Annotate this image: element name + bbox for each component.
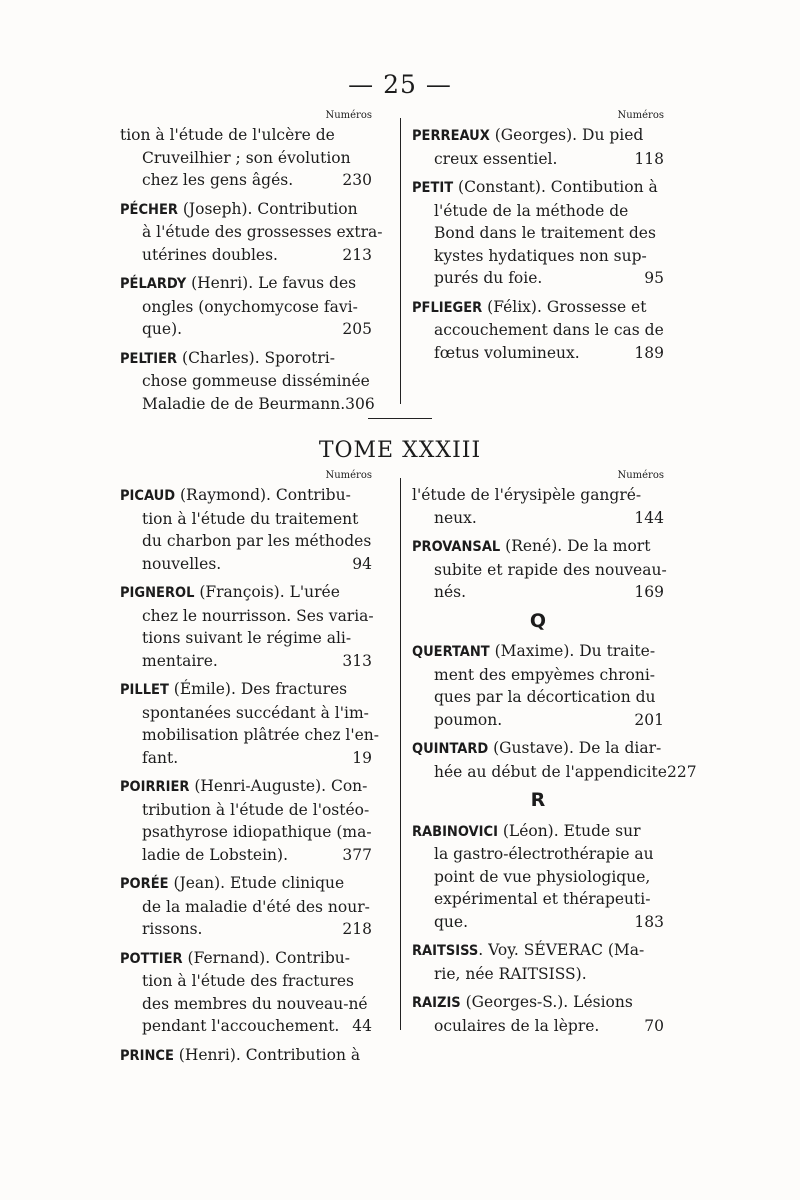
- numeros-label: Numéros: [325, 110, 372, 121]
- entry-line: Cruveilhier ; son évolution: [142, 148, 351, 167]
- entry-line: kystes hydatiques non sup-: [434, 246, 647, 265]
- index-entry: [412, 176, 664, 290]
- entry-title-start: (Gustave). De la diar-: [488, 739, 662, 757]
- entry-last-line: [412, 963, 664, 986]
- entry-last-line: [412, 709, 664, 732]
- entry-number: 189: [634, 343, 664, 362]
- entry-number: 218: [342, 920, 372, 938]
- entry-first-line: [120, 775, 372, 799]
- entry-title-start: (Charles). Sporotri-: [177, 348, 335, 367]
- entry-number: 201: [634, 710, 664, 729]
- entry-title-start: (Raymond). Contribu-: [175, 486, 351, 504]
- entry-first-line: [412, 535, 664, 559]
- index-entry: [120, 947, 372, 1038]
- entry-last-text: hée au début de l'appendicite: [434, 762, 667, 781]
- entry-last-text: chez les gens âgés.: [142, 171, 294, 189]
- entry-number: 183: [634, 912, 664, 931]
- entry-last-line: [120, 844, 372, 867]
- entry-first-line: [412, 737, 664, 761]
- entry-number: 213: [342, 245, 372, 264]
- entry-line: ment des empyèmes chroni-: [434, 665, 656, 684]
- entry-last-line: [412, 507, 664, 530]
- entry-last-line: [120, 553, 372, 576]
- entry-last-text: utérines doubles.: [142, 245, 278, 264]
- entry-last-line: [412, 911, 664, 934]
- index-entry: [412, 124, 664, 170]
- author-name: PETIT: [412, 180, 454, 196]
- entry-line: du charbon par les méthodes: [142, 532, 372, 550]
- column-divider: [400, 118, 401, 404]
- author-name: POTTIER: [120, 950, 183, 967]
- entry-last-line: [120, 1015, 372, 1038]
- column-bottom-right: [412, 470, 697, 1043]
- entry-title-start: . Voy. SÉVERAC (Ma-: [478, 941, 645, 959]
- entry-last-line: [412, 148, 664, 171]
- entry-last-text: que).: [142, 320, 183, 338]
- index-entry: [120, 872, 372, 941]
- entry-number: 306: [345, 394, 375, 413]
- entry-first-line: [120, 678, 372, 702]
- numeros-label: Numéros: [617, 470, 664, 481]
- entry-number: 144: [634, 508, 664, 527]
- entry-last-line: [120, 747, 372, 770]
- entry-last-text: oculaires de la lèpre.: [434, 1016, 600, 1035]
- author-name: PORÉE: [120, 876, 169, 892]
- entry-line: ongles (onychomycose favi-: [142, 297, 358, 316]
- entry-title-start: (Henri). Contribution à: [173, 1045, 361, 1064]
- entry-line: tion à l'étude des fractures: [142, 972, 355, 990]
- entry-first-line: [120, 1044, 372, 1068]
- entry-last-text: ladie de Lobstein).: [142, 845, 289, 864]
- author-name: PICAUD: [120, 488, 176, 504]
- index-entry: [412, 939, 664, 985]
- author-name: PELTIER: [120, 350, 178, 367]
- index-entry: [120, 581, 372, 672]
- entry-line: tions suivant le régime ali-: [142, 629, 352, 647]
- entry-first-line: [120, 272, 372, 296]
- entry-last-text: Maladie de de Beurmann.: [142, 394, 346, 413]
- entry-number: 95: [644, 269, 664, 287]
- entry-title-start: (Henri-Auguste). Con-: [189, 777, 368, 795]
- entry-number: 377: [342, 845, 372, 864]
- entry-title-start: (Georges). Du pied: [489, 126, 644, 144]
- entry-line: tion à l'étude de l'ulcère de: [120, 126, 335, 144]
- entry-first-line: [120, 581, 372, 605]
- index-entry: [120, 484, 372, 575]
- entry-line: ques par la décortication du: [434, 688, 656, 706]
- entry-last-text: que.: [434, 912, 469, 931]
- entry-last-text: fant.: [142, 748, 179, 767]
- entry-last-line: [412, 581, 664, 604]
- author-name: PRINCE: [120, 1047, 174, 1064]
- entry-line: expérimental et thérapeuti-: [434, 890, 651, 908]
- tome-title: TOME XXXIII: [318, 438, 482, 463]
- entry-last-text: nouvelles.: [142, 554, 222, 573]
- index-entry: [412, 484, 664, 529]
- entry-last-text: neux.: [434, 508, 477, 527]
- index-entry: [120, 775, 372, 866]
- entry-first-line: [120, 198, 372, 222]
- author-name: PÉCHER: [120, 201, 178, 218]
- author-name: RAITSISS: [412, 943, 479, 959]
- entry-last-text: nés.: [434, 583, 467, 601]
- entry-number: 19: [352, 748, 372, 767]
- index-entry: [412, 296, 664, 365]
- author-name: PFLIEGER: [412, 299, 483, 316]
- entry-last-line: [412, 761, 697, 784]
- entry-line: l'étude de l'érysipèle gangré-: [412, 486, 642, 504]
- entry-title-start: (Joseph). Contribution: [177, 199, 358, 218]
- column-top-right: [412, 110, 664, 370]
- entry-last-text: mentaire.: [142, 651, 218, 670]
- index-entry: [412, 991, 664, 1037]
- entry-number: 70: [644, 1016, 664, 1035]
- author-name: RABINOVICI: [412, 823, 498, 840]
- index-entry: [120, 124, 372, 192]
- entry-number: 313: [342, 651, 372, 670]
- column-top-left: [120, 110, 383, 421]
- entry-number: 227: [666, 762, 697, 781]
- author-name: RAIZIS: [412, 995, 461, 1011]
- entry-line: psathyrose idiopathique (ma-: [142, 823, 372, 841]
- author-name: PILLET: [120, 682, 169, 698]
- entry-first-line: [120, 484, 372, 508]
- entry-number: 169: [634, 583, 664, 601]
- section-letter-q: Q: [529, 609, 547, 632]
- entry-first-line: [412, 124, 664, 148]
- entry-title-start: (Constant). Contibution à: [453, 178, 658, 196]
- entry-title-start: (Jean). Etude clinique: [168, 874, 345, 892]
- column-bottom-left: [120, 470, 380, 1073]
- author-name: PROVANSAL: [412, 539, 501, 555]
- entry-last-text: rie, née RAITSISS).: [434, 964, 587, 983]
- entry-first-line: [412, 939, 664, 963]
- entry-first-line: [412, 820, 664, 844]
- entry-first-line: [412, 991, 664, 1015]
- entry-line: de la maladie d'été des nour-: [142, 897, 370, 916]
- entry-line: la gastro-électrothérapie au: [434, 845, 654, 863]
- entry-last-text: poumon.: [434, 710, 503, 729]
- index-entry: [412, 640, 664, 731]
- entry-last-line: [120, 169, 372, 192]
- entry-line: mobilisation plâtrée chez l'en-: [142, 726, 380, 744]
- entry-last-text: fœtus volumineux.: [434, 343, 580, 362]
- entry-line: des membres du nouveau-né: [142, 994, 368, 1013]
- entry-title-start: (Émile). Des fractures: [168, 680, 348, 698]
- entry-first-line: [120, 347, 372, 371]
- index-entry: [412, 737, 697, 783]
- entry-line: Bond dans le traitement des: [434, 224, 656, 242]
- entry-title-start: (Henri). Le favus des: [186, 274, 357, 292]
- entry-number: 94: [352, 554, 372, 573]
- numeros-label: Numéros: [325, 470, 372, 481]
- entry-first-line: [412, 640, 664, 664]
- entry-number: 44: [352, 1017, 372, 1035]
- page-number: — 25 —: [348, 70, 452, 99]
- entry-first-line: [120, 872, 372, 896]
- section-divider: [368, 418, 432, 419]
- entry-line: accouchement dans le cas de: [434, 321, 664, 339]
- entry-last-line: [412, 267, 664, 290]
- author-name: PÉLARDY: [120, 276, 187, 292]
- author-name: QUERTANT: [412, 644, 490, 660]
- entry-last-line: [412, 1015, 664, 1038]
- entry-number: 118: [634, 149, 664, 168]
- entry-title-start: (Georges-S.). Lésions: [460, 993, 633, 1011]
- index-entry: [120, 678, 380, 769]
- index-entry: [120, 272, 372, 341]
- index-entry: [120, 1044, 372, 1068]
- author-name: QUINTARD: [412, 741, 489, 757]
- entry-title-start: (Léon). Etude sur: [497, 821, 641, 840]
- numeros-label: Numéros: [617, 110, 664, 121]
- entry-last-line: [120, 918, 372, 941]
- entry-last-text: creux essentiel.: [434, 149, 558, 168]
- entry-line: à l'étude des grossesses extra-: [142, 223, 383, 241]
- entry-first-line: [412, 296, 664, 320]
- entry-last-text: pendant l'accouchement.: [142, 1017, 340, 1035]
- entry-title-start: (René). De la mort: [500, 537, 651, 555]
- entry-line: tribution à l'étude de l'ostéo-: [142, 800, 370, 819]
- author-name: PIGNEROL: [120, 585, 195, 601]
- entry-number: 230: [342, 171, 372, 189]
- entry-line: chose gommeuse disséminée: [142, 372, 370, 390]
- entry-last-line: [120, 650, 372, 673]
- index-entry: [412, 820, 664, 934]
- entry-line: chez le nourrisson. Ses varia-: [142, 606, 374, 625]
- entry-number: 205: [342, 320, 372, 338]
- index-entry: [412, 535, 667, 604]
- entry-first-line: [412, 176, 664, 200]
- entry-last-line: [120, 318, 372, 341]
- entry-last-text: rissons.: [142, 920, 203, 938]
- entry-line: spontanées succédant à l'im-: [142, 703, 369, 722]
- entry-title-start: (Félix). Grossesse et: [482, 297, 647, 316]
- section-letter-r: R: [530, 789, 546, 811]
- entry-line: point de vue physiologique,: [434, 867, 651, 886]
- entry-last-line: [120, 244, 372, 267]
- author-name: POIRRIER: [120, 779, 190, 795]
- entry-line: l'étude de la méthode de: [434, 201, 629, 220]
- entry-title-start: (Fernand). Contribu-: [182, 948, 350, 967]
- author-name: PERREAUX: [412, 128, 490, 144]
- index-entry: [120, 347, 375, 416]
- entry-title-start: (François). L'urée: [194, 583, 340, 601]
- index-entry: [120, 198, 383, 267]
- entry-first-line: [120, 947, 372, 971]
- entry-line: subite et rapide des nouveau-: [434, 560, 667, 579]
- entry-last-text: purés du foie.: [434, 269, 543, 287]
- column-divider: [400, 478, 401, 1030]
- entry-title-start: (Maxime). Du traite-: [489, 642, 656, 660]
- entry-line: tion à l'étude du traitement: [142, 509, 359, 528]
- entry-last-line: [120, 393, 375, 416]
- entry-last-line: [412, 342, 664, 365]
